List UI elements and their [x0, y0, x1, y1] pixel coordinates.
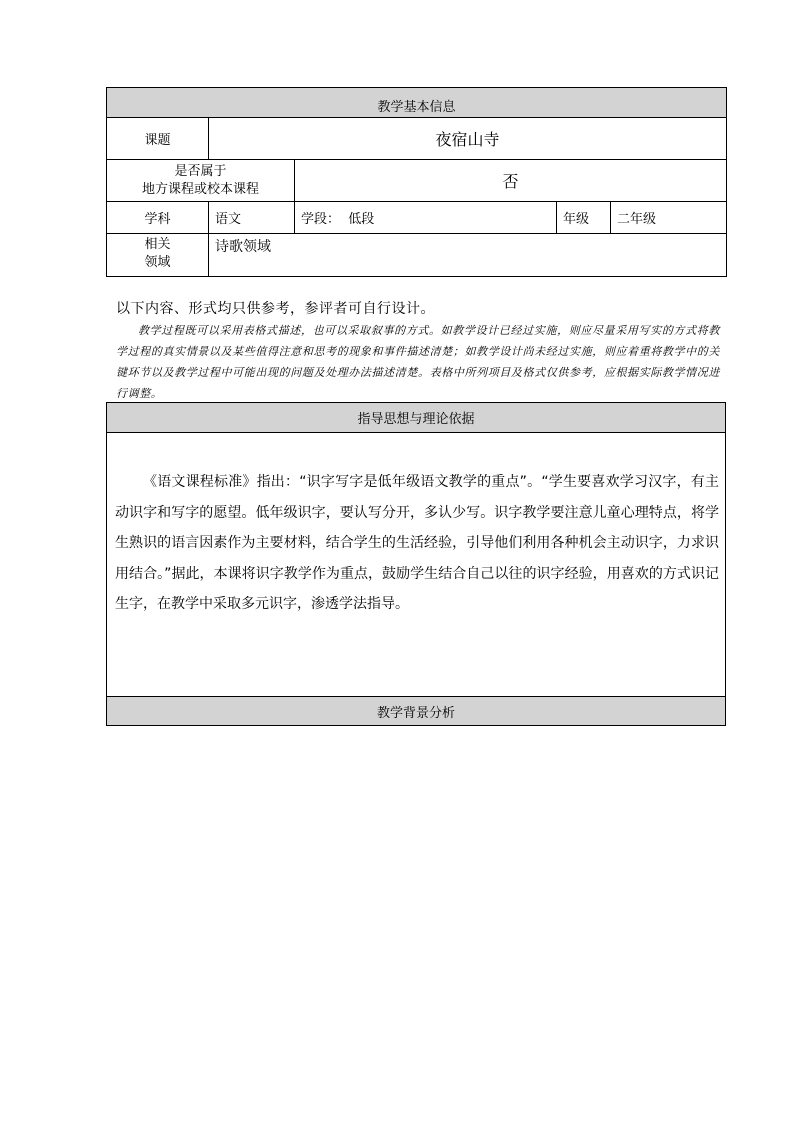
note-body: 教学过程既可以采用表格式描述，也可以采取叙事的方式。如教学设计已经过实施，则应尽量采用写实的方式将教学过程的真实情景以及某些值得注意和思考的现象和事件描述清楚；如教学设计尚未经过实施，则应着重将教学中的关键环节以及教学过程中可能出现的问题及处理办法描述清楚。表格中所列项目及格式仅供参考，应根据实际教学情况进行调整。	[116, 324, 720, 400]
related-field-value: 诗歌领域	[209, 234, 727, 277]
related-field-label	[107, 234, 209, 277]
basic-info-table	[106, 87, 727, 277]
topic-label: 课题	[107, 118, 209, 160]
stage-label: 学段： 低段	[295, 202, 557, 234]
note-title: 以下内容、形式均只供参考，参评者可自行设计。	[116, 301, 435, 317]
subject-value: 语文	[209, 202, 295, 234]
related-field-label-line2: 领域	[144, 255, 171, 270]
subject-label: 学科	[107, 202, 209, 234]
guidance-header: 指导思想与理论依据	[107, 403, 725, 433]
local-course-label-line1: 是否属于	[174, 163, 227, 179]
topic-value: 夜宿山寺	[209, 118, 727, 160]
grade-value: 二年级	[611, 202, 727, 234]
local-course-value: 否	[295, 160, 727, 202]
guidance-content: 《语文课程标准》指出：“识字写字是低年级语文教学的重点”。“学生要喜欢学习汉字，有主动识字和写字的愿望。低年级识字，要认写分开，多认少写。识字教学要注意儿童心理特点，将学生熟识的语言因素作为主要材料，结合学生的生活经验，引导他们利用各种机会主动识字，力求识用结合。”据此，本课将识字教学作为重点，鼓励学生结合自己以往的识字经验，用喜欢的方式识记生字，在教学中采取多元识字，渗透学法指导。	[107, 433, 725, 697]
basic-info-header: 教学基本信息	[107, 88, 727, 118]
grade-label: 年级	[557, 202, 611, 234]
guidance-section	[106, 402, 726, 726]
local-course-label-line2: 地方课程或校本课程	[141, 181, 259, 197]
related-field-label-line1: 相关	[144, 237, 171, 252]
background-header: 教学背景分析	[107, 697, 725, 725]
local-course-label	[107, 160, 295, 202]
